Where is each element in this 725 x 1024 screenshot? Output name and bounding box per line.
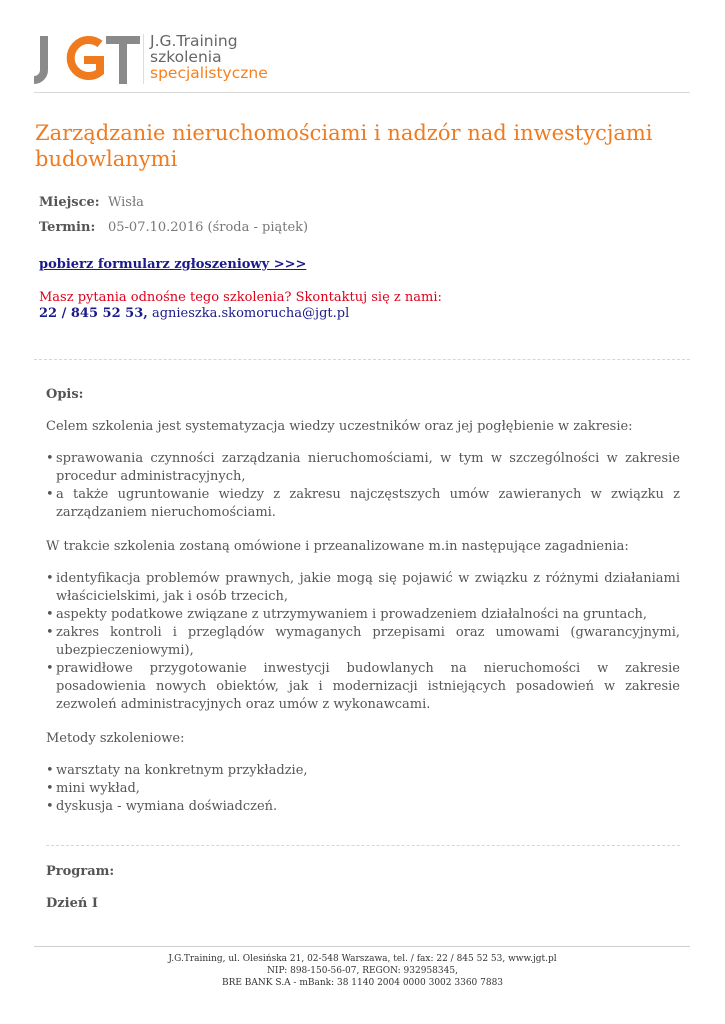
contact-email-link[interactable]: agnieszka.skomorucha@jgt.pl	[151, 306, 350, 321]
list-item: • mini wykład,	[46, 780, 680, 798]
place-label: Miejsce:	[39, 195, 100, 210]
date-row	[39, 220, 308, 236]
logo-line-3: specjalistyczne	[150, 64, 268, 82]
date-label: Termin:	[39, 220, 96, 235]
list-item: • warsztaty na konkretnym przykładzie,	[46, 762, 680, 780]
topics-intro: W trakcie szkolenia zostaną omówione i przeanalizowane m.in następujące zagadnienia:	[46, 539, 629, 554]
list-item: • dyskusja - wymiana doświadczeń.	[46, 798, 680, 816]
day-heading: Dzień I	[46, 896, 98, 911]
place-row	[39, 195, 144, 211]
jgt-logo-icon	[34, 32, 144, 88]
section-divider	[34, 359, 690, 360]
methods-list	[46, 762, 680, 816]
list-item: • zakres kontroli i przeglądów wymaganych przepisami oraz umowami (gwarancyjnymi, ubezpieczeniowymi),	[46, 624, 680, 660]
footer-bank: BRE BANK S.A - mBank: 38 1140 2004 0000 3002 3360 7883	[221, 978, 504, 988]
description-heading: Opis:	[46, 387, 84, 402]
methods-intro: Metody szkoleniowe:	[46, 731, 185, 746]
page-footer	[0, 953, 725, 989]
program-divider	[46, 845, 680, 846]
date-value: 05-07.10.2016 (środa - piątek)	[108, 220, 309, 235]
contact-question: Masz pytania odnośne tego szkolenia? Skontaktuj się z nami:	[39, 290, 442, 305]
program-heading: Program:	[46, 864, 115, 879]
contact-line	[39, 306, 349, 321]
goals-list	[46, 450, 680, 522]
list-item: • identyfikacja problemów prawnych, jakie mogą się pojawić w związku z różnymi działaniami właścicielskimi, jak i osób trzecich,	[46, 570, 680, 606]
logo-line-1: J.G.Training	[150, 32, 238, 50]
place-value: Wisła	[108, 195, 144, 210]
footer-divider	[34, 946, 690, 947]
list-item: • sprawowania czynności zarządzania nieruchomościami, w tym w szczególności w zakresie procedur administracyjnych,	[46, 450, 680, 486]
footer-address: J.G.Training, ul. Olesińska 21, 02-548 Warszawa, tel. / fax: 22 / 845 52 53, www.jgt.pl	[168, 954, 557, 964]
description-section	[46, 386, 680, 816]
footer-ids: NIP: 898-150-56-07, REGON: 932958345,	[267, 966, 458, 976]
contact-phone: 22 / 845 52 53,	[39, 306, 148, 321]
list-item: • a także ugruntowanie wiedzy z zakresu najczęstszych umów zawieranych w związku z zarządzaniem nieruchomościami.	[46, 486, 680, 522]
registration-form-link[interactable]: pobierz formularz zgłoszeniowy >>>	[39, 257, 307, 272]
page-title: Zarządzanie nieruchomościami i nadzór nad inwestycjami budowlanymi	[35, 121, 653, 171]
topics-list	[46, 570, 680, 714]
header-divider	[34, 92, 690, 93]
logo-line-2: szkolenia	[150, 48, 222, 66]
logo-tagline	[150, 33, 268, 81]
company-logo	[34, 32, 294, 88]
list-item: • prawidłowe przygotowanie inwestycji budowlanych na nieruchomości w zakresie posadowienia nowych obiektów, jak i modernizacji istniejących posadowień w zakresie zezwoleń administracyjnych oraz umów z wykonawcami.	[46, 660, 680, 714]
description-intro: Celem szkolenia jest systematyzacja wiedzy uczestników oraz jej pogłębienie w zakresie:	[46, 419, 633, 434]
list-item: • aspekty podatkowe związane z utrzymywaniem i prowadzeniem działalności na gruntach,	[46, 606, 680, 624]
